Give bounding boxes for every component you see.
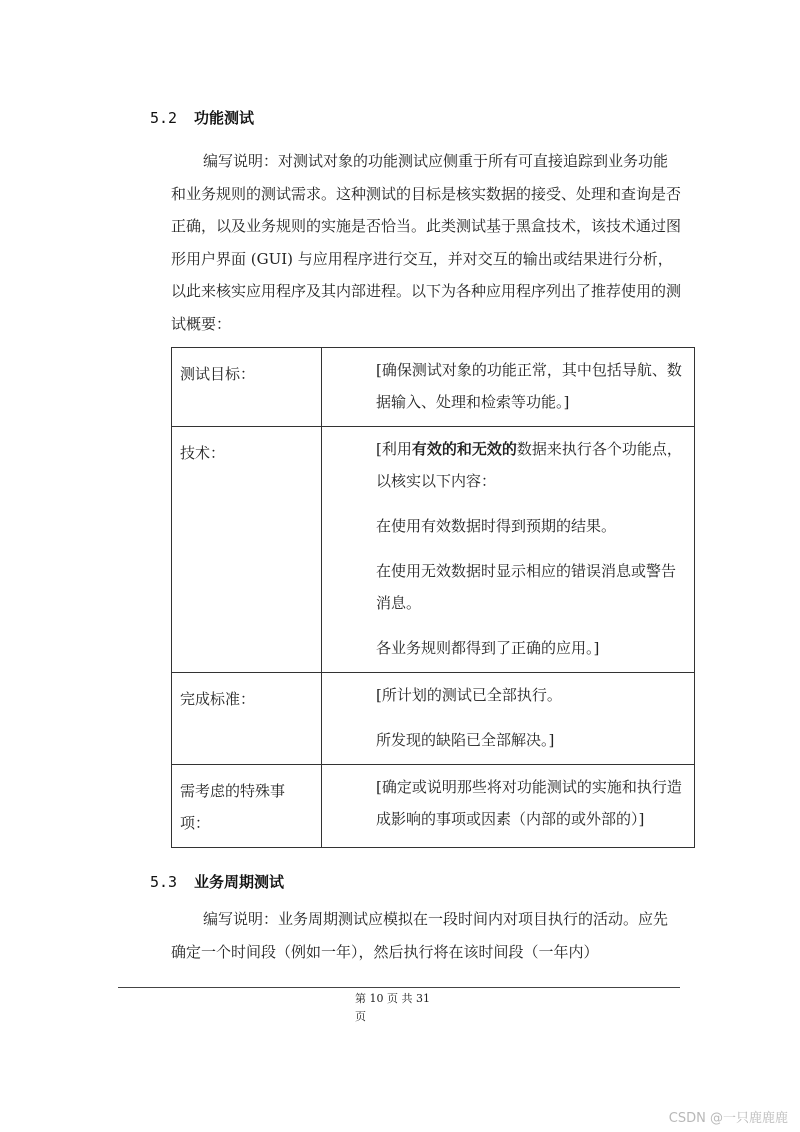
row-value [322,427,695,673]
watermark: CSDN @一只鹿鹿鹿 [668,1111,788,1126]
section-number: 5.3 [150,873,178,891]
row-text: 在使用无效数据时显示相应的错误消息或警告消息。 [376,562,677,612]
row-value [322,673,695,765]
row-label: 完成标准： [172,673,322,765]
section-title: 业务周期测试 [194,873,285,891]
row-text: [所计划的测试已全部执行。 [376,686,562,704]
section-heading-5-3 [150,871,284,892]
total-pages: 31 [416,992,430,1005]
row-label: 测试目标： [172,348,322,427]
row-text: [确保测试对象的功能正常，其中包括导航、数据输入、处理和检索等功能。] [376,361,682,411]
row-text: 所发现的缺陷已全部解决。] [376,731,555,749]
row-label: 技术： [172,427,322,673]
table-row [172,348,695,427]
row-text: [确定或说明那些将对功能测试的实施和执行造成影响的事项或因素（内部的或外部的）] [376,778,682,828]
table-row [172,673,695,765]
bold-text: 有效的和无效的 [411,440,517,458]
section-5-2-intro: 编写说明：对测试对象的功能测试应侧重于所有可直接追踪到业务功能和业务规则的测试需求。这种测试的目标是核实数据的接受、处理和查询是否正确，以及业务规则的实施是否恰当。此类测试基于黑盒技术，该技术通过图形用户界面 (GUI) 与应用程序进行交互，并对交互的输出或结果进行分析，以此来核实应用程序及其内部进程。以下为各种应用程序列出了推荐使用的测试概要： [171,152,682,333]
footer-text: 页 共 [387,992,413,1005]
page-number: 10 [369,992,384,1005]
table-row [172,765,695,848]
section-heading-5-2 [150,107,254,128]
footer-text: 第 [355,992,366,1005]
row-text: 在使用有效数据时得到预期的结果。 [376,517,617,535]
row-text [376,433,684,497]
section-title: 功能测试 [194,109,255,127]
row-label: 需考虑的特殊事项： [172,765,322,848]
footer-text: 页 [355,1010,366,1023]
test-summary-table [171,347,695,848]
section-number: 5.2 [150,109,178,127]
page-footer [355,990,465,1026]
row-value [322,765,695,848]
footer-divider [118,987,680,988]
section-5-3-intro: 编写说明：业务周期测试应模拟在一段时间内对项目执行的活动。应先确定一个时间段（例如一年），然后执行将在该时间段（一年内） [171,910,669,961]
table-row [172,427,695,673]
text-fragment: 数据来执行各个功能点，以核实以下内容： [376,440,682,490]
row-value [322,348,695,427]
row-text: 各业务规则都得到了正确的应用。] [376,639,600,657]
text-fragment: [利用 [376,440,412,458]
